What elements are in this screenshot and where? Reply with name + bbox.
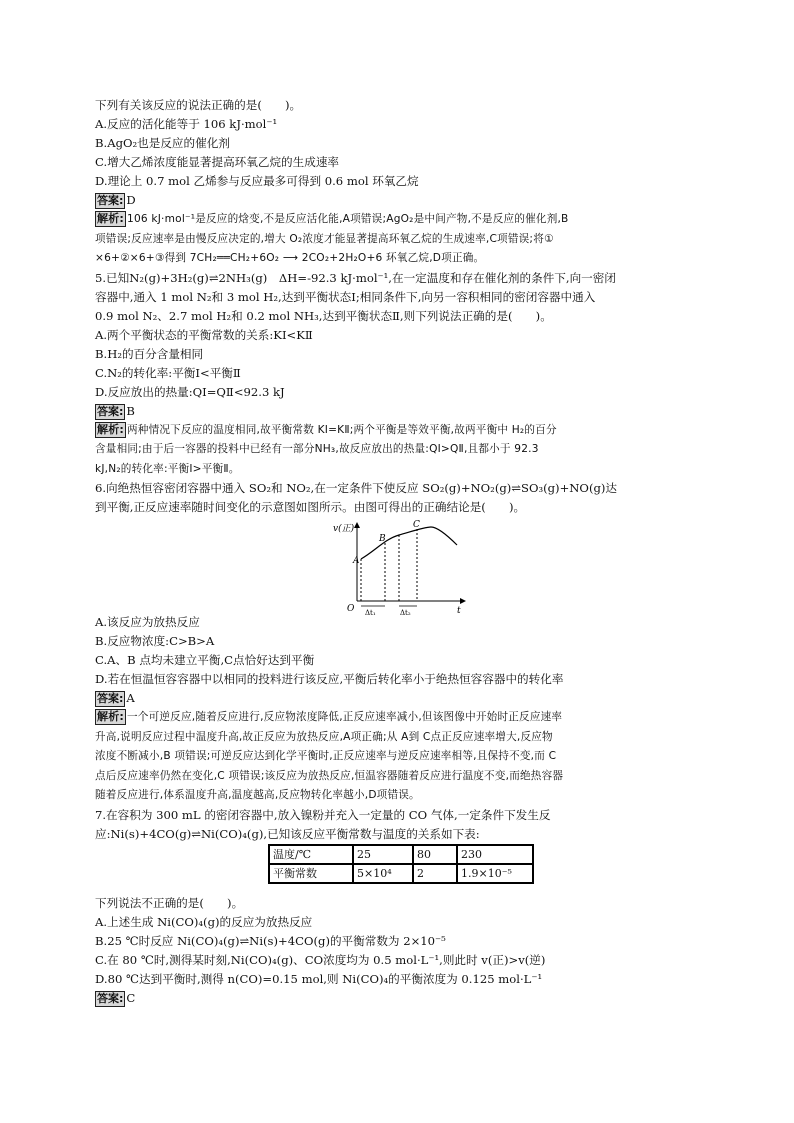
q6-explanation-line: 点后反应速率仍然在变化,C 项错误;该反应为放热反应,恒温容器随着反应进行温度不变,而绝热容器 [95,769,564,782]
q5-answer: B [126,403,135,418]
q7-option-d: D.80 ℃达到平衡时,测得 n(CO)=0.15 mol,则 Ni(CO)₄的平衡浓度为 0.125 mol·L⁻¹ [95,971,543,986]
equilibrium-constant-table [268,844,534,884]
table-cell: 25 [353,845,413,864]
q6-option-c: C.A、B 点均未建立平衡,C点恰好达到平衡 [95,653,315,667]
q4-answer-row [95,191,705,210]
q6-explanation-line: 升高,说明反应过程中温度升高,故正反应为放热反应,A项正确;从 A到 C点正反应速率增大,反应物 [95,730,553,743]
q6-explanation-line: 随着反应进行,体系温度升高,温度越高,反应物转化率越小,D项错误。 [95,789,420,801]
q7-option-a: A.上述生成 Ni(CO)₄(g)的反应为放热反应 [95,914,313,929]
y-axis-label: v(正) [333,524,355,534]
q5-option-c: C.N₂的转化率:平衡Ⅰ<平衡Ⅱ [95,365,241,380]
rate-curve [361,527,457,559]
equilibrium-constant-table-wrap [95,844,705,894]
origin-label: O [347,604,355,614]
table-cell: 230 [457,845,533,864]
q6-answer: A [126,691,135,705]
point-a-label: A [353,556,360,566]
point-c-label: C [413,520,420,530]
table-cell: 2 [413,864,457,883]
q7-option-c: C.在 80 ℃时,测得某时刻,Ni(CO)₄(g)、CO浓度均为 0.5 mol·L⁻¹,则此时 v(正)>v(逆) [95,952,546,967]
rate-time-graph [327,519,467,617]
q7-stem-line: 应:Ni(s)+4CO(g)⇌Ni(CO)₄(g),已知该反应平衡常数与温度的关系如下表: [95,826,480,841]
q4-stem: 下列有关该反应的说法正确的是( )。 [95,98,302,112]
point-b-label: B [379,534,386,544]
q6-explanation-line: 解析: 一个可逆反应,随着反应进行,反应物浓度降低,正反应速率减小,但该图像中开始时正反应速率 [97,710,563,723]
table-row [269,864,533,883]
q7-stem-line: 7.在容积为 300 mL 的密闭容器中,放入镍粉并充入一定量的 CO 气体,一定条件下发生反 [95,807,551,822]
q4-explanation-line: 项错误;反应速率是由慢反应决定的,增大 O₂浓度才能显著提高环氧乙烷的生成速率,C项错误;将① [95,232,554,245]
table-row [269,845,533,864]
q4-option-d: D.理论上 0.7 mol 乙烯参与反应最多可得到 0.6 mol 环氧乙烷 [95,174,419,188]
q5-option-b: B.H₂的百分含量相同 [95,346,204,361]
q5-option-d: D.反应放出的热量:QⅠ=QⅡ<92.3 kJ [95,384,285,399]
table-header-cell: 温度/℃ [269,845,353,864]
answer-tag: 答案: [97,692,124,705]
table-cell: 5×10⁴ [353,864,413,883]
interval-2-label: Δt₂ [400,609,411,617]
q7-option-b: B.25 ℃时反应 Ni(CO)₄(g)⇌Ni(s)+4CO(g)的平衡常数为 2×10⁻⁵ [95,933,446,948]
q7-stem2: 下列说法不正确的是( )。 [95,895,244,910]
q4-option-c: C.增大乙烯浓度能显著提高环氧乙烷的生成速率 [95,155,340,169]
table-header-cell: 平衡常数 [269,864,353,883]
q5-explanation-line: 解析: 两种情况下反应的温度相同,故平衡常数 KⅠ=KⅡ;两个平衡是等效平衡,故两平衡中 H₂的百分 [97,422,557,436]
q6-option-d: D.若在恒温恒容容器中以相同的投料进行该反应,平衡后转化率小于绝热恒容容器中的转化率 [95,672,564,686]
explanation-tag: 解析: [97,710,124,723]
q5-answer-row [95,402,705,421]
document-page [95,96,705,1008]
q5-option-a: A.两个平衡状态的平衡常数的关系:KⅠ<KⅡ [95,327,313,342]
q4-explanation-line: 解析: 106 kJ·mol⁻¹是反应的焓变,不是反应活化能,A项错误;AgO₂是中间产物,不是反应的催化剂,B [97,212,569,225]
q6-answer-row [95,689,705,708]
table-cell: 1.9×10⁻⁵ [457,864,533,883]
q5-explanation-line: 含量相同;由于后一容器的投料中已经有一部分NH₃,故反应放出的热量:QⅠ>QⅡ,且都小于 92.3 [95,443,539,455]
answer-tag: 答案: [97,194,124,207]
q6-explanation-line: 浓度不断减小,B 项错误;可逆反应达到化学平衡时,正反应速率与逆反应速率相等,且保持不变,而 C [95,750,557,762]
interval-1-label: Δt₁ [365,609,376,617]
answer-tag: 答案: [97,991,124,1005]
q7-answer: C [126,990,136,1005]
q5-explanation-line: kJ,N₂的转化率:平衡Ⅰ>平衡Ⅱ。 [95,462,240,475]
q6-stem-line: 6.向绝热恒容密闭容器中通入 SO₂和 NO₂,在一定条件下使反应 SO₂(g)+NO₂(g)⇌SO₃(g)+NO(g)达 [95,481,618,495]
q4-explanation-line: ×6+②×6+③得到 7CH₂══CH₂+6O₂ ⟶ 2CO₂+2H₂O+6 环氧乙烷,D项正确。 [95,252,485,264]
q5-stem-line: 容器中,通入 1 mol N₂和 3 mol H₂,达到平衡状态Ⅰ;相同条件下,向另一容积相同的密闭容器中通入 [95,289,596,304]
explanation-tag: 解析: [97,212,124,225]
q4-option-a: A.反应的活化能等于 106 kJ·mol⁻¹ [95,117,278,131]
q6-stem-line: 到平衡,正反应速率随时间变化的示意图如图所示。由图可得出的正确结论是( )。 [95,500,526,514]
x-axis-label: t [457,606,461,616]
answer-tag: 答案: [97,404,124,418]
q6-option-b: B.反应物浓度:C>B>A [95,634,215,648]
rate-time-figure [95,517,705,617]
table-cell: 80 [413,845,457,864]
q5-stem-line: 0.9 mol N₂、2.7 mol H₂和 0.2 mol NH₃,达到平衡状态Ⅱ,则下列说法正确的是( )。 [95,308,552,323]
q5-stem-line: 5.已知N₂(g)+3H₂(g)⇌2NH₃(g) ΔH=-92.3 kJ·mol⁻¹,在一定温度和存在催化剂的条件下,向一密闭 [95,270,616,285]
q6-option-a: A.该反应为放热反应 [95,615,200,629]
explanation-tag: 解析: [97,422,124,436]
q4-answer: D [126,193,136,207]
q7-answer-row [95,989,705,1008]
q4-option-b: B.AgO₂也是反应的催化剂 [95,136,230,150]
